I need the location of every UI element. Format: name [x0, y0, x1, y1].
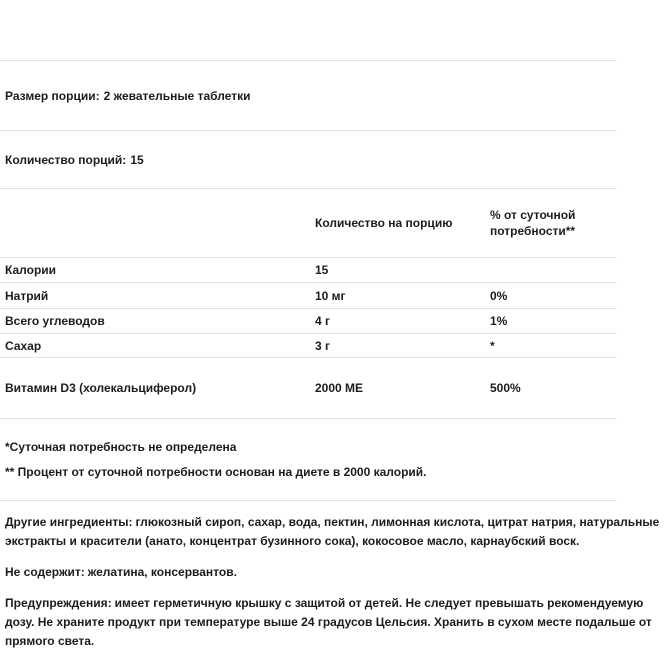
serving-size — [5, 89, 612, 103]
serving-size-value: 2 жевательные таблетки — [103, 88, 251, 103]
other-ingredients-label: Другие ингредиенты: — [5, 515, 133, 529]
nutrient-amount: 3 г — [315, 338, 331, 353]
free-of-text: желатина, консервантов. — [87, 565, 237, 579]
table-header-row — [0, 189, 672, 257]
nutrient-name: Витамин D3 (холекальциферол) — [5, 381, 197, 395]
footnote-2000-calorie-diet: ** Процент от суточной потребности основан на диете в 2000 калорий. — [5, 465, 427, 479]
nutrient-dv: 500% — [490, 381, 521, 395]
nutrient-dv: 1% — [490, 314, 508, 328]
nutrient-dv: 0% — [490, 288, 508, 303]
column-header-daily-value: % от суточной потребности** — [490, 208, 576, 238]
column-header-amount: Количество на порцию — [315, 216, 453, 230]
free-of-label: Не содержит: — [5, 565, 85, 579]
nutrient-amount: 15 — [315, 263, 329, 277]
warnings-paragraph — [5, 594, 662, 651]
divider — [0, 500, 617, 501]
warnings-text: имеет герметичную крышку с защитой от детей. Не следует превышать рекомендуемую дозу. Не храните продукт при температуре выше 24 градусов Цельсия. Хранить в сухом месте подальше от прямого света. — [5, 596, 652, 648]
table-row-calories — [0, 258, 672, 282]
nutrient-name: Калории — [5, 263, 57, 277]
nutrient-amount: 2000 МЕ — [315, 381, 364, 395]
footnotes-section — [0, 419, 672, 500]
nutrient-name: Всего углеводов — [5, 314, 105, 328]
servings-per-container-row — [0, 131, 672, 188]
table-row-sugar — [0, 334, 672, 357]
serving-size-row — [0, 61, 672, 130]
nutrient-name: Сахар — [5, 338, 42, 353]
nutrient-name: Натрий — [5, 288, 49, 303]
other-ingredients-text: глюкозный сироп, сахар, вода, пектин, лимонная кислота, цитрат натрия, натуральные экстракты и красители (анато, концентрат бузинного сока), кокосовое масло, карнаубский воск. — [5, 515, 660, 548]
servings-value: 15 — [130, 152, 144, 167]
table-row-vitamin-d3 — [0, 358, 672, 418]
footnote-daily-value-not-established: *Суточная потребность не определена — [5, 440, 237, 454]
warnings-label: Предупреждения: — [5, 596, 112, 610]
nutrient-dv: * — [490, 338, 495, 353]
table-row-sodium — [0, 283, 672, 308]
table-row-total-carbs — [0, 309, 672, 333]
nutrient-amount: 10 мг — [315, 288, 346, 303]
other-ingredients-paragraph — [5, 513, 662, 551]
top-spacer — [0, 0, 672, 60]
free-of-paragraph — [5, 563, 662, 582]
servings-label: Количество порций: — [5, 152, 127, 167]
nutrient-amount: 4 г — [315, 314, 331, 328]
servings-per-container — [5, 153, 612, 167]
details-section — [0, 513, 672, 651]
serving-size-label: Размер порции: — [5, 88, 100, 103]
